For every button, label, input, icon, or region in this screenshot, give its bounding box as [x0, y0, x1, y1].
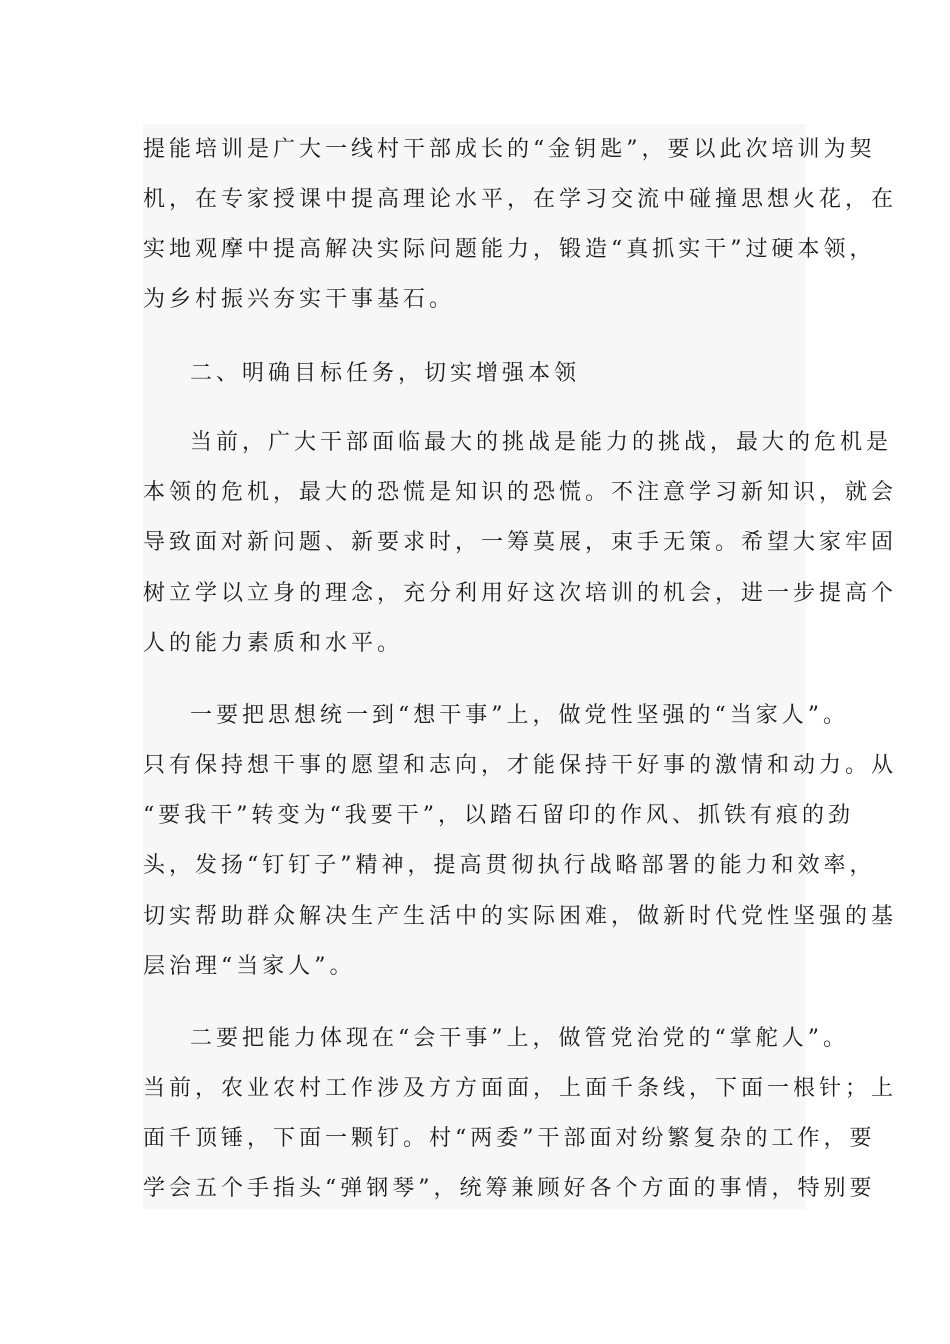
paragraph-line: 本领的危机，最大的恐慌是知识的恐慌。不注意学习新知识，就会: [143, 480, 898, 505]
paragraph-line: 当前，农业农村工作涉及方方面面，上面千条线，下面一根针；上: [143, 1076, 898, 1101]
paragraph-line: 当前，广大干部面临最大的挑战是能力的挑战，最大的危机是: [190, 430, 893, 455]
paragraph-line: 树立学以立身的理念，充分利用好这次培训的机会，进一步提高个: [143, 581, 898, 606]
paragraph-line: “要我干”转变为“我要干”，以踏石留印的作风、抓铁有痕的劲: [143, 803, 854, 828]
document-body: [143, 124, 898, 1209]
paragraph-line: 学会五个手指头“弹钢琴”，统筹兼顾好各个方面的事情，特别要: [143, 1176, 876, 1201]
paragraph-line: 实地观摩中提高解决实际问题能力，锻造“真抓实干”过硬本领，: [143, 237, 876, 262]
paragraph-line: 面千顶锤，下面一颗钉。村“两委”干部面对纷繁复杂的工作，要: [143, 1126, 876, 1151]
paragraph-line: 切实帮助群众解决生产生活中的实际困难，做新时代党性坚强的基: [143, 904, 898, 929]
paragraph-line: 一要把思想统一到“想干事”上，做党性坚强的“当家人”。: [190, 703, 849, 728]
paragraph-line: 层治理“当家人”。: [143, 954, 356, 979]
paragraph-line: 人的能力素质和水平。: [143, 631, 404, 656]
paragraph-line: 导致面对新问题、新要求时，一筹莫展，束手无策。希望大家牢固: [143, 530, 898, 555]
paragraph-line: 为乡村振兴夯实干事基石。: [143, 287, 456, 312]
paragraph-line: 二要把能力体现在“会干事”上，做管党治党的“掌舵人”。: [190, 1026, 849, 1051]
paragraph-line: 提能培训是广大一线村干部成长的“金钥匙”，要以此次培训为契: [143, 137, 876, 162]
section-heading: 二、明确目标任务，切实增强本领: [190, 361, 581, 386]
paragraph-line: 只有保持想干事的愿望和志向，才能保持干好事的激情和动力。从: [143, 753, 898, 778]
paragraph-line: 机，在专家授课中提高理论水平，在学习交流中碰撞思想火花，在: [143, 187, 898, 212]
paragraph-line: 头，发扬“钉钉子”精神，提高贯彻执行战略部署的能力和效率，: [143, 853, 876, 878]
